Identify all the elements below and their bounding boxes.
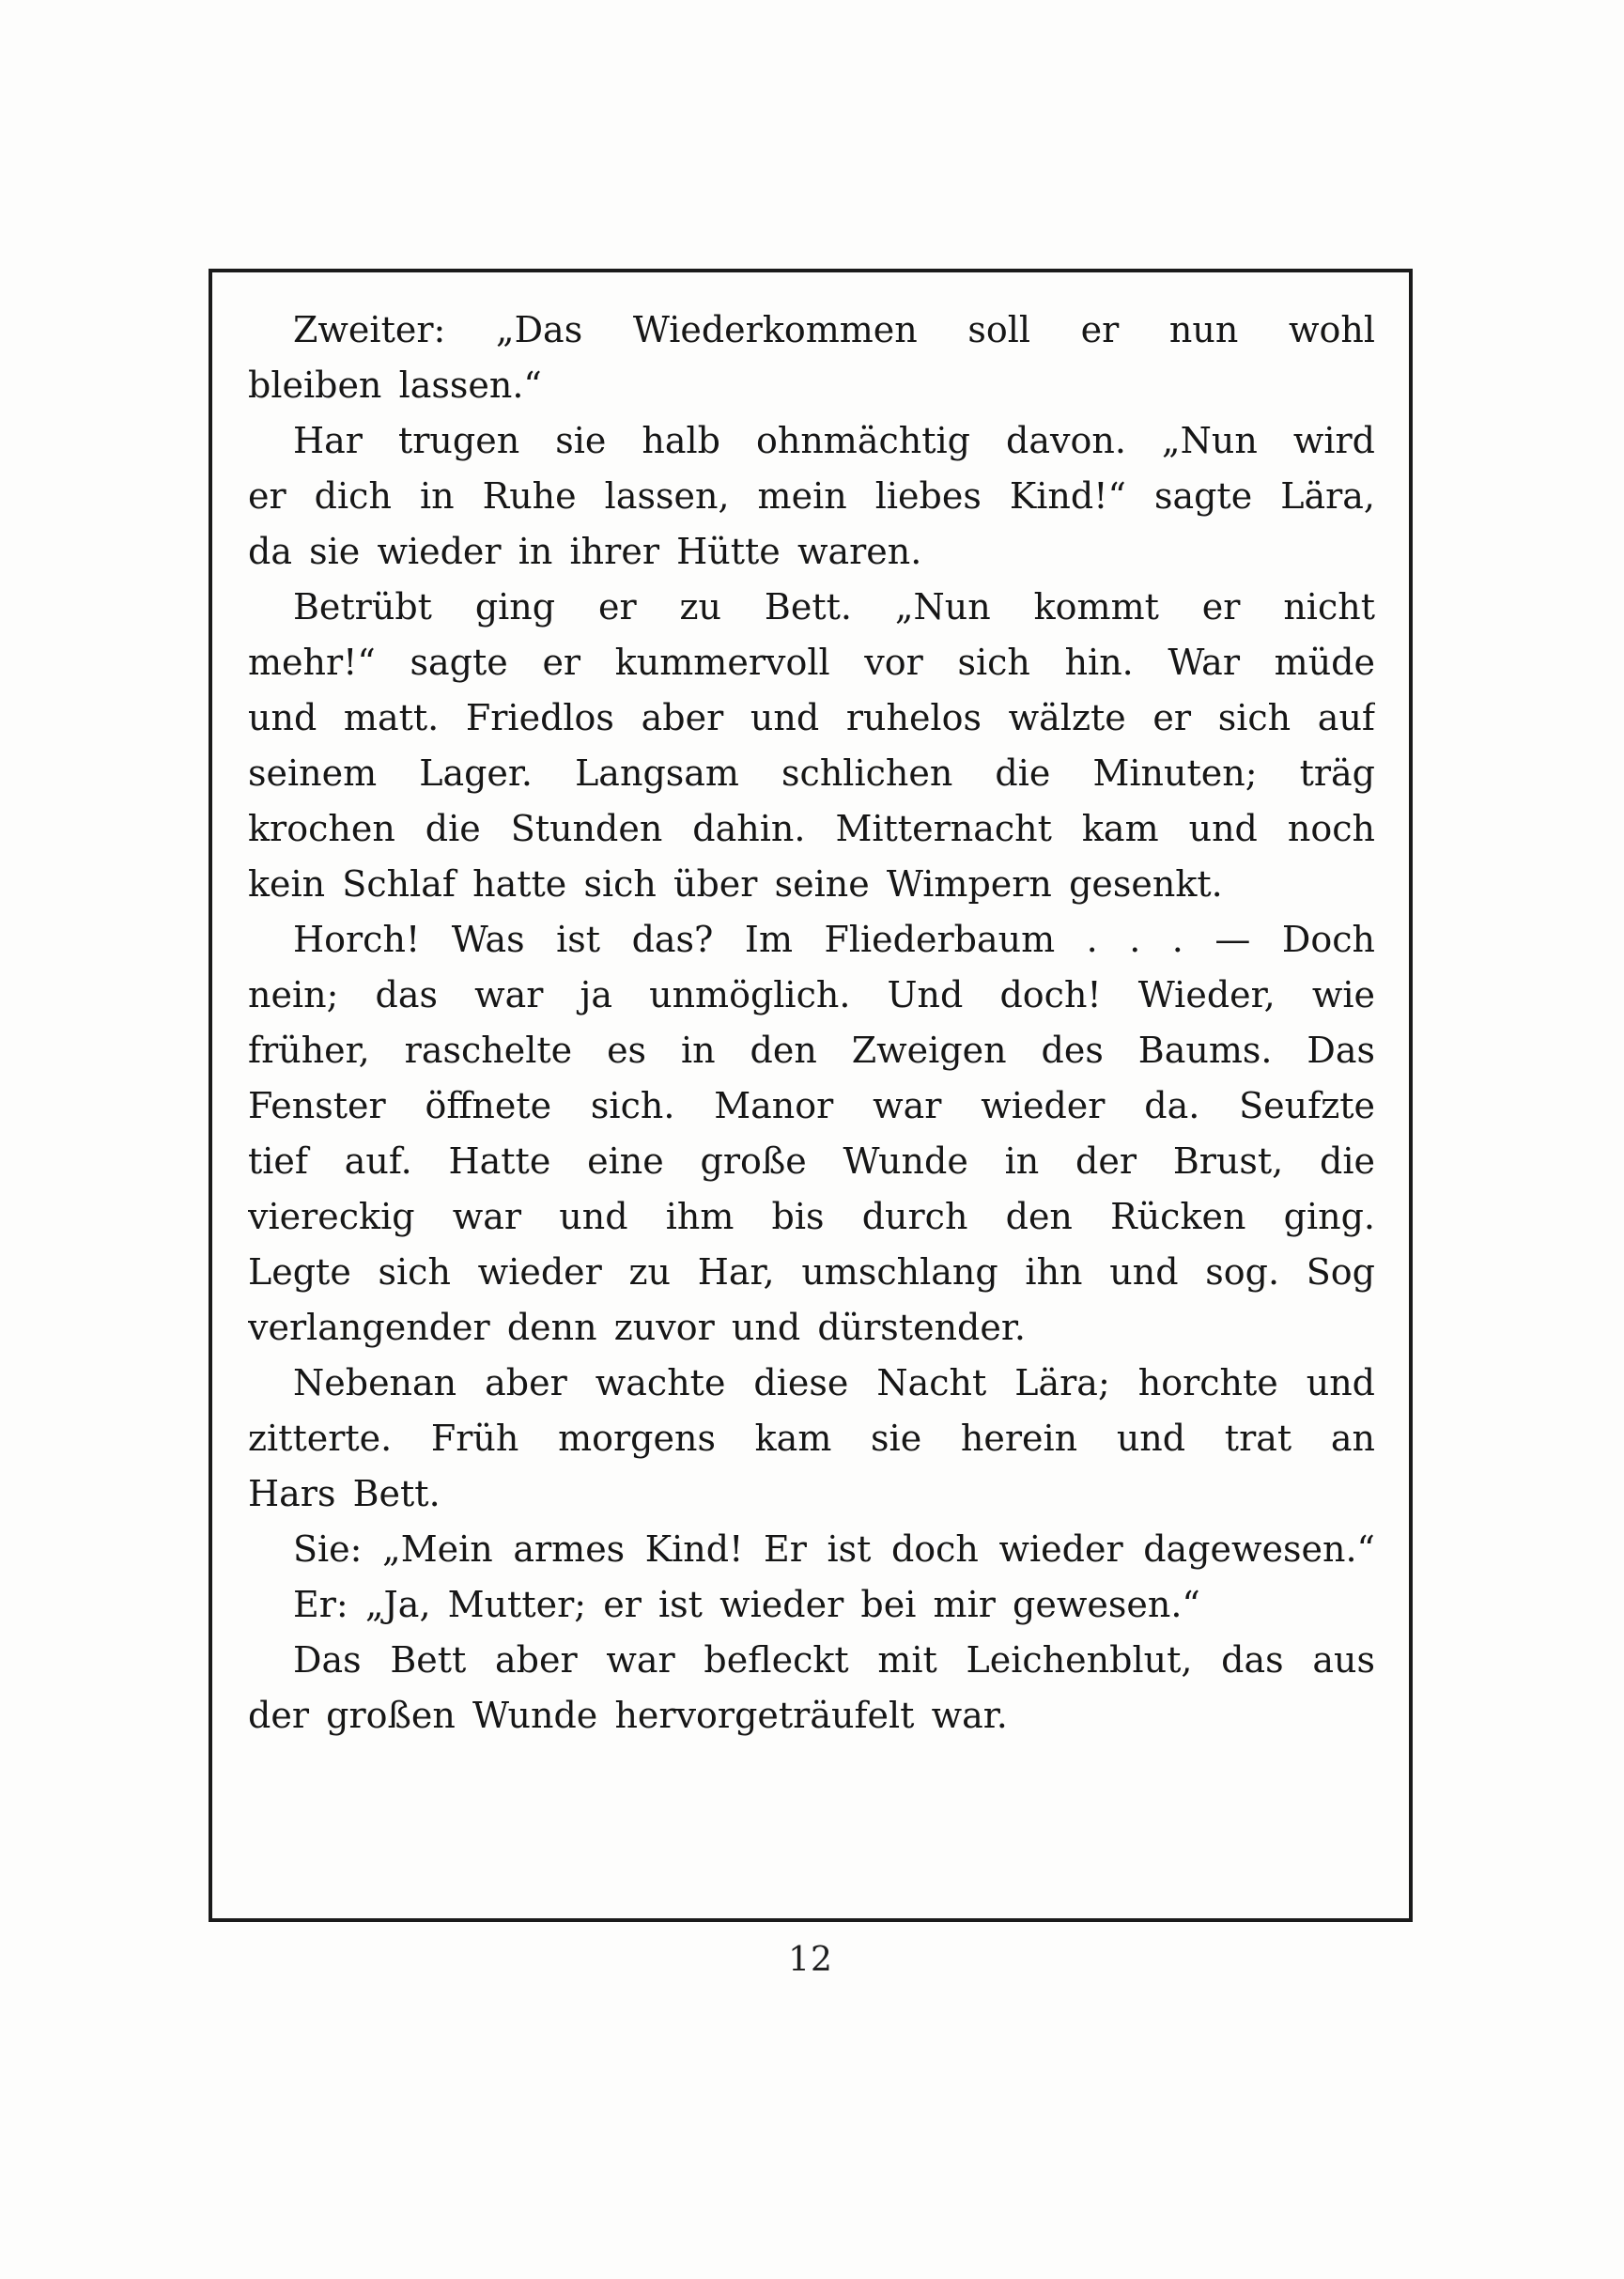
text-line: Zweiter: „Das Wiederkommen soll er nun wohl: [293, 309, 1375, 350]
text-line: nein; das war ja unmöglich. Und doch! Wieder, wie: [248, 974, 1375, 1015]
text-line: Betrübt ging er zu Bett. „Nun kommt er nicht: [293, 586, 1375, 628]
text-line: Sie: „Mein armes Kind! Er ist doch wieder dagewesen.“: [293, 1528, 1375, 1570]
text-line: krochen die Stunden dahin. Mitternacht kam und noch: [248, 808, 1375, 849]
text-line: der großen Wunde hervorgeträufelt war.: [248, 1695, 1008, 1736]
text-line: bleiben lassen.“: [248, 364, 542, 406]
text-line: früher, raschelte es in den Zweigen des Baums. Das: [248, 1030, 1375, 1071]
paragraph: [248, 912, 1375, 1356]
page-number: 12: [788, 1941, 833, 1979]
paragraph: [248, 302, 1375, 413]
paragraph: [248, 580, 1375, 912]
text-line: Das Bett aber war befleckt mit Leichenblut, das aus: [293, 1639, 1375, 1681]
text-line: zitterte. Früh morgens kam sie herein und trat an: [248, 1418, 1375, 1459]
text-line: Nebenan aber wachte diese Nacht Lära; horchte und: [293, 1362, 1375, 1403]
text-line: viereckig war und ihm bis durch den Rücken ging.: [248, 1196, 1375, 1237]
text-line: Legte sich wieder zu Har, umschlang ihn und sog. Sog: [248, 1251, 1375, 1293]
paragraph: [248, 1522, 1375, 1577]
text-line: da sie wieder in ihrer Hütte waren.: [248, 531, 922, 572]
text-line: tief auf. Hatte eine große Wunde in der Brust, die: [248, 1140, 1375, 1182]
text-frame-border: [209, 269, 1413, 1922]
text-line: Horch! Was ist das? Im Fliederbaum . . . — Doch: [293, 919, 1375, 960]
text-line: Hars Bett.: [248, 1473, 441, 1514]
text-line: mehr!“ sagte er kummervoll vor sich hin. War müde: [248, 642, 1375, 683]
body-text: [248, 302, 1375, 1744]
text-line: Fenster öffnete sich. Manor war wieder da. Seufzte: [248, 1085, 1375, 1126]
text-line: kein Schlaf hatte sich über seine Wimpern gesenkt.: [248, 863, 1223, 905]
paragraph: [248, 413, 1375, 580]
paragraph: [248, 1356, 1375, 1522]
paragraph: [248, 1633, 1375, 1744]
text-line: und matt. Friedlos aber und ruhelos wälzte er sich auf: [248, 697, 1375, 738]
text-line: seinem Lager. Langsam schlichen die Minuten; träg: [248, 752, 1375, 794]
text-line: Har trugen sie halb ohnmächtig davon. „Nun wird: [293, 420, 1375, 461]
text-line: verlangender denn zuvor und dürstender.: [248, 1307, 1026, 1348]
text-line: er dich in Ruhe lassen, mein liebes Kind!“ sagte Lära,: [248, 475, 1375, 517]
text-line: Er: „Ja, Mutter; er ist wieder bei mir gewesen.“: [293, 1584, 1200, 1625]
paragraph: [248, 1577, 1375, 1633]
